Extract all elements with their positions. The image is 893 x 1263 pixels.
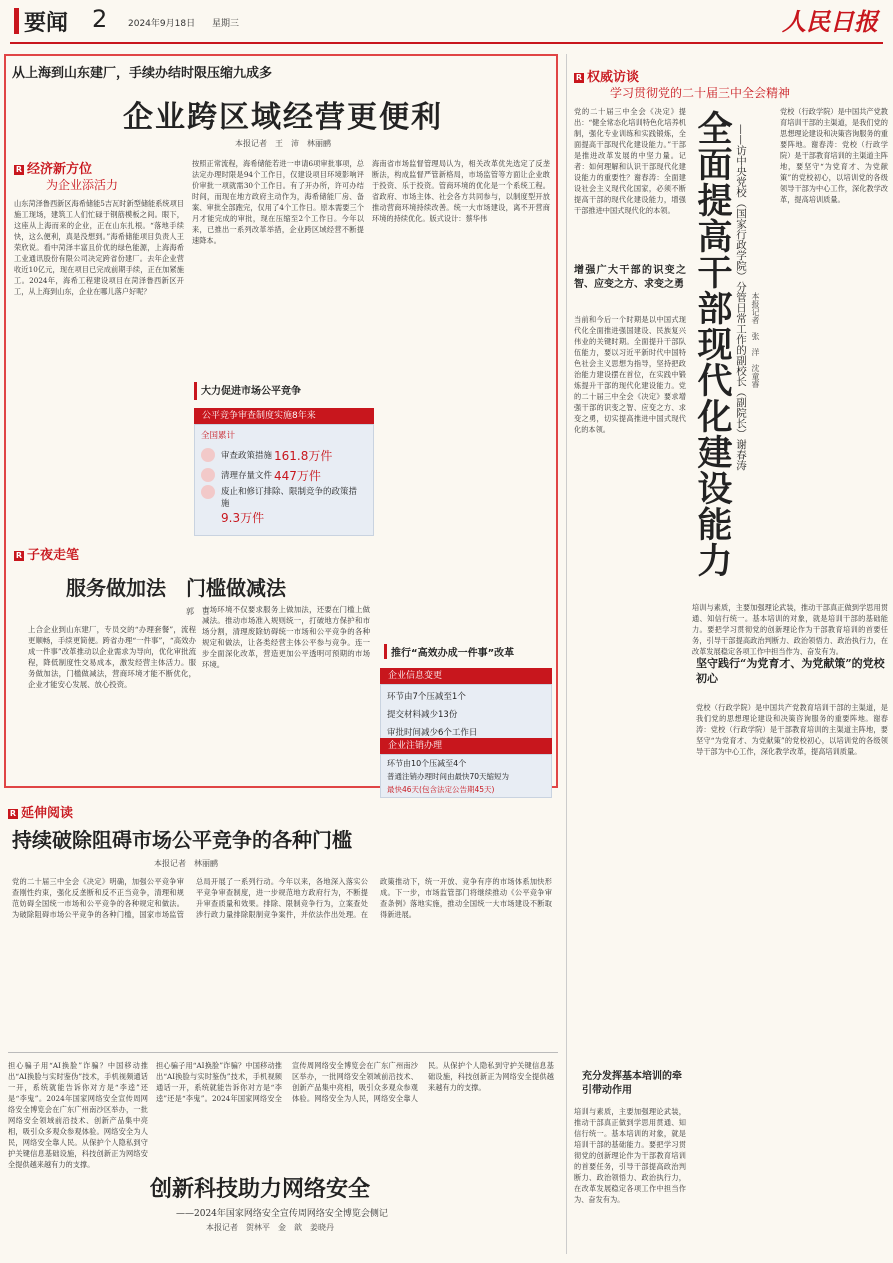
interview-article xyxy=(570,54,890,1260)
lead-sub2-title: 服务做加法 门槛做减法 xyxy=(66,576,286,600)
bottom-article xyxy=(4,1056,558,1261)
interview-text-d: 党校（行政学院）是中国共产党教育培训干部的主渠道，是我们党的思想理论建设和决策咨询服务的重要阵地。谢春涛：党校（行政学院）是干部教育培训的主渠道主阵地，要坚守“为党育才、为党献策”的党校初心，以培训党的各级领导干部为中心工作，深化教学改革，提高培训质量。 xyxy=(696,703,888,756)
infographic-section-label: 全国累计 xyxy=(201,431,236,441)
interview-q1: 增强广大干部的识变之智、应变之方、求变之勇 xyxy=(574,265,686,290)
reform-row: 提交材料减少13份 xyxy=(387,710,458,720)
bottom-subtitle: ——2024年国家网络安全宣传周网络安全博览会侧记 xyxy=(176,1209,388,1219)
right-column-divider xyxy=(566,54,567,1254)
reform-row: 最快46天(包含法定公告期45天) xyxy=(387,785,495,794)
tag-icon: R xyxy=(15,550,23,560)
bottom-headline: 创新科技助力网络安全 xyxy=(150,1176,371,1202)
bottom-text-col2: 担心骗子用“AI换脸”诈骗？中国移动推出“AI换脸与实时鉴伪”技术，手机视频通话一开，系统就能告诉你对方是“李逵”还是“李鬼”。2024年国家网络安全宣传周网络安全博览会在广东广州南沙区举办，一批网络安全领域前沿技术、创新产品集中亮相，吸引众多观众参观体验。网络安全为人民，网络安全靠人民。从保护个人隐私到守护关键信息基础设施，科技创新正为网络安全提供越来越有力的支撑。 xyxy=(156,1061,554,1103)
tag-icon: R xyxy=(575,72,583,82)
infographic-row: 清理存量文件 447万件 xyxy=(201,465,367,485)
lead-text-col5: 市场环境不仅要求服务上做加法，还要在门槛上做减法。推动市场准入规则统一，打破地方保护和市场分割，清理废除妨碍统一市场和公平竞争的各种规定和做法，让各类经营主体公平参与竞争。连一步全面深化改革，营造更加公平透明可预期的市场环境。 xyxy=(202,605,370,669)
lead-sub2-byline: 郭 言 xyxy=(186,607,210,616)
reform-bar-change: 企业信息变更 xyxy=(380,668,552,684)
issue-date: 2024年9月18日 xyxy=(128,19,196,29)
lead-sub2-tag: R 子夜走笔 xyxy=(15,548,80,563)
mid-byline: 本报记者 林丽鹂 xyxy=(154,859,218,868)
brand-logo: 人民日报 xyxy=(782,7,878,36)
reform-row: 普通注销办理时间由最快70天缩短为 xyxy=(387,772,510,781)
infographic-title: 大力促进市场公平竞争 xyxy=(194,382,374,400)
lead-text-col1: 山东菏泽鲁西新区海希储能5吉瓦时新型储能系统项目施工现场，建筑工人们忙碌于钢筋模板之间。眼下，这座从上海而来的企业，正在山东扎根。“落地手续快，这么便利，真是没想到。”海希储能项目负责人王荣欣说。看中菏泽丰富且价优的绿色能源，上海海希工业通讯股份有限公司决定跨省份建厂。去年企业营收近10亿元，现在项目已完成前期手续，正在加紧施工。2024年，海希工程建设项目在菏泽鲁西新区开工，从上海到山东，企业在哪儿落户好呢？ xyxy=(14,199,184,296)
tag-icon: R xyxy=(9,808,17,818)
mid-text: 党的二十届三中全会《决定》明确，加强公平竞争审查刚性约束，强化反垄断和反不正当竞争，清理和规范妨碍全国统一市场和公平竞争的各种规定和做法。为破除阻碍市场公平竞争的各种门槛，国家市场监管总局开展了一系列行动。今年以来，各地深入落实公平竞争审查制度，进一步规范地方政府行为，不断提升审查质量和效果。排除、限制竞争行为，立案查处涉行政力量排除限制竞争案件，并依法作出处理。在政策推动下，统一开放、竞争有序的市场体系加快形成。下一步，市场监管部门将继续推动《公平竞争审查条例》落地实施，推动全国统一大市场建设不断取得新进展。 xyxy=(12,877,552,919)
lead-byline: 本报记者 王 沛 林丽鹂 xyxy=(235,139,331,148)
infographic-row: 废止和修订排除、限制竞争的政策措施 9.3万件 xyxy=(201,485,367,519)
interview-text-b: 党校（行政学院）是中国共产党教育培训干部的主渠道，是我们党的思想理论建设和决策咨询服务的重要阵地。谢春涛：党校（行政学院）是干部教育培训的主渠道主阵地，要坚守“为党育才、为党献策”的党校初心，以培训党的各级领导干部为中心工作，深化教学改革，提高培训质量。 xyxy=(780,107,888,204)
document-icon xyxy=(201,448,215,462)
interview-vertical-subtitle: ——访中央党校（国家行政学院）分管日常工作的副校长（副院长）谢春涛 xyxy=(735,124,747,471)
masthead-rule xyxy=(10,42,883,44)
interview-text-a: 当前和今后一个时期是以中国式现代化全面推进强国建设、民族复兴伟业的关键时期。全面提升干部队伍能力，要以习近平新时代中国特色社会主义思想为指导，坚持把政治能力建设摆在首位，在实践中锻炼提升干部的现代化建设能力。党的二十届三中全会《决定》要求增强干部的识变之智、应变之方、求变之勇，切实提高推进中国式现代化的本领。 xyxy=(574,315,686,434)
lead-headline: 企业跨区域经营更便利 xyxy=(123,100,443,135)
interview-vertical-title: 全面提高干部现代化建设能力 xyxy=(692,110,733,578)
interview-vertical-byline: 本报记者 张 洋 沈童睿 xyxy=(751,292,760,388)
reform-row: 环节由7个压减至1个 xyxy=(387,692,466,702)
interview-q3: 坚守践行“为党育才、为党献策”的党校初心 xyxy=(696,657,885,685)
reform-bar-cancel: 企业注销办理 xyxy=(380,738,552,754)
infographic-row: 审查政策措施 161.8万件 xyxy=(201,445,367,465)
bottom-text-col1: 担心骗子用“AI换脸”诈骗？中国移动推出“AI换脸与实时鉴伪”技术，手机视频通话一开，系统就能告诉你对方是“李逵”还是“李鬼”。2024年国家网络安全宣传周网络安全博览会在广东广州南沙区举办，一批网络安全领域前沿技术、创新产品集中亮相，吸引众多观众参观体验。网络安全为人民，网络安全靠人民。从保护个人隐私到守护关键信息基础设施，科技创新正为网络安全提供越来越有力的支撑。 xyxy=(8,1061,148,1169)
interview-q2: 充分发挥基本培训的牵引带动作用 xyxy=(582,1071,682,1096)
bottom-byline: 本报记者 贺林平 金 歆 姜晓丹 xyxy=(206,1223,334,1232)
mid-article xyxy=(4,800,558,1050)
interview-text-e: 培训与素质，主要加强理论武装，推动干部真正做到学思用贯通、知信行统一。基本培训的对象，就是培训干部的基础能力。要把学习贯彻党的创新理论作为干部教育培训的首要任务，引导干部提高政治判断力、政治领悟力、政治执行力，在改革发展稳定各项工作中担当作为、奋发有为。 xyxy=(574,1107,686,1204)
lead-text-col3: 海南省市场监督管理局认为，相关改革优先选定了反垄断法，构成监督严管新格局，市场监管等方面让企业敢于投资、乐于投资。管商环境的优化是一个系统工程。省政府、市场主体、社会各方共同参与，以制度型开放推动营商环境持续改善。统一大市场建设，离不开营商环境的持续优化。版式设计：蔡华伟 xyxy=(372,159,550,223)
masthead-left-bar xyxy=(14,8,19,34)
reform-cancel-box xyxy=(380,754,552,798)
mid-headline: 持续破除阻碍市场公平竞争的各种门槛 xyxy=(12,828,352,852)
reform-row: 环节由10个压减至4个 xyxy=(387,759,467,768)
bottom-divider xyxy=(8,1052,558,1053)
interview-text-intro: 党的二十届三中全会《决定》提出：“健全常态化培训特色化培养机制，强化专业训练和实践锻炼，全面提高干部现代化建设能力。”干部是推进改革发展的中坚力量。记者：如何理解和认识干部现代化建设能力的重要性？谢春涛：全面建设社会主义现代化国家，必须不断提高干部的现代化建设能力，增强干部推进中国式现代化的本领。 xyxy=(574,107,686,215)
interview-series: 学习贯彻党的二十届三中全会精神 xyxy=(610,86,791,100)
interview-tag: R 权威访谈 xyxy=(575,70,640,85)
lead-sub1-title: 为企业添活力 xyxy=(46,178,119,192)
masthead xyxy=(0,0,893,44)
reform-panel-2 xyxy=(380,738,552,798)
reform-heading: 推行“高效办成一件事”改革 xyxy=(384,644,514,659)
mid-tag: R 延伸阅读 xyxy=(9,806,74,821)
interview-text-c: 培训与素质，主要加强理论武装，推动干部真正做到学思用贯通、知信行统一。基本培训的对象，就是培训干部的基础能力。要把学习贯彻党的创新理论作为干部教育培训的首要任务，引导干部提高政治判断力、政治领悟力、政治执行力，在改革发展稳定各项工作中担当作为、奋发有为。 xyxy=(692,603,888,656)
section-name: 要闻 xyxy=(24,11,69,36)
lead-text-col4: 上合企业到山东建厂，专员交的“办理套餐”，流程更顺畅，手续更简便。跨省办理“一件事”，“高效办成一件事”改革推动以企业需求为导向，优化审批流程，降低制度性交易成本，激发经营主体活力。服务做加法，门槛做减法，营商环境才能不断优化，企业才能安心发展、放心投资。 xyxy=(28,625,196,689)
document-icon xyxy=(201,485,215,499)
issue-weekday: 星期三 xyxy=(212,19,240,29)
page-number: 2 xyxy=(92,5,108,33)
lead-text-col2: 按照正常流程，海希储能若进一申请6项审批事项，总法定办理时限是94个工作日，仅建设项目环境影响评价审批一项就需30个工作日。有了开办所，许可办结时间，而现在地方政府主动作为，海希储能厂房、备案、审批全部跑完，仅用了4个工作日。原本需要三个月才能完成的审批，现在压缩至2个工作日。今年以来，已推出一系列改革举措，企业跨区域经营不断提速降本。 xyxy=(192,159,364,245)
document-icon xyxy=(201,468,215,482)
infographic-bar: 公平竞争审查制度实施8年来 xyxy=(194,408,374,424)
infographic xyxy=(194,382,374,544)
lead-sub1-tag: R 经济新方位 xyxy=(15,162,93,177)
tag-icon: R xyxy=(15,164,23,174)
lead-kicker: 从上海到山东建厂，手续办结时限压缩九成多 xyxy=(12,66,273,81)
reform-change-box xyxy=(380,684,552,744)
infographic-box xyxy=(194,424,374,536)
reform-row: 审批时间减少6个工作日 xyxy=(387,728,478,738)
